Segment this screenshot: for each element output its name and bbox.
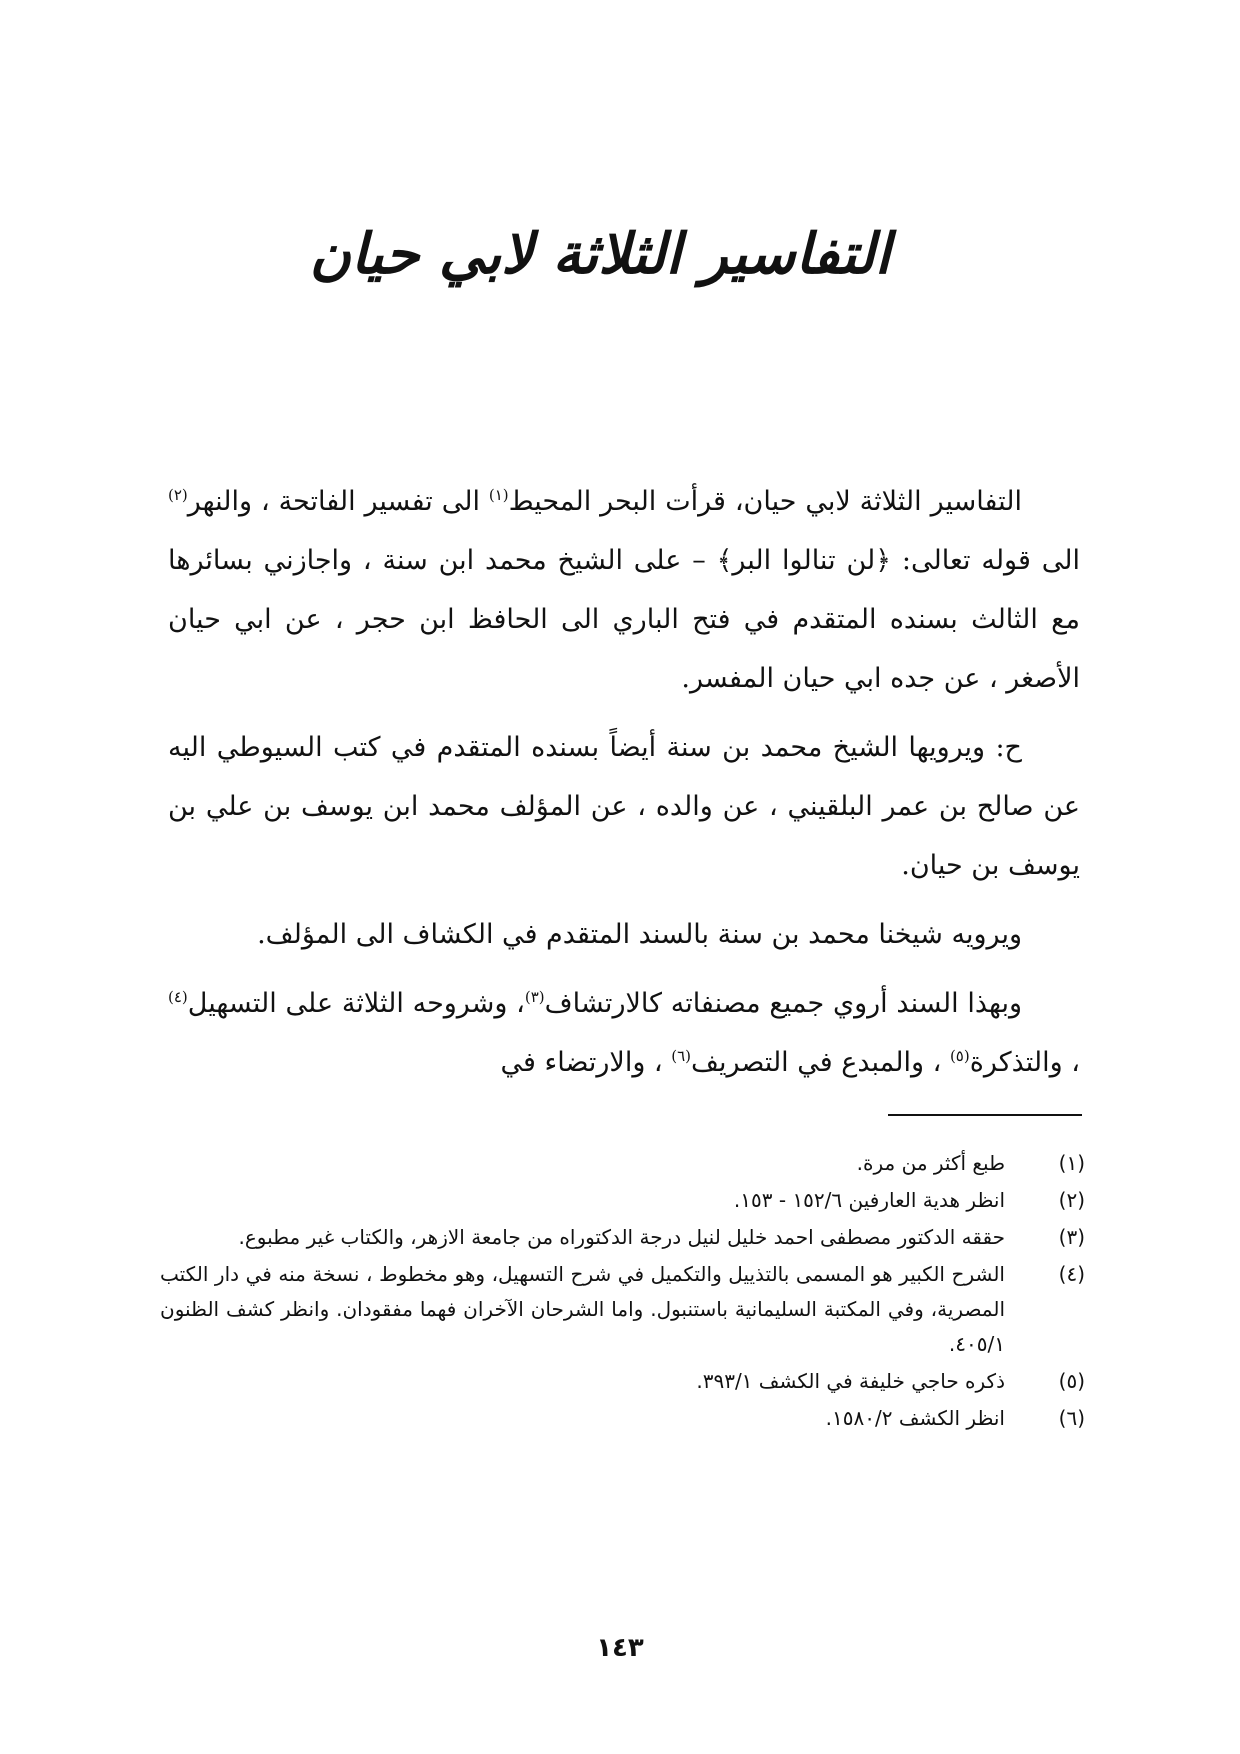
footnote — [160, 1146, 1085, 1181]
page-number: ١٤٣ — [596, 1633, 644, 1663]
paragraph-text: ، والمبدع في التصريف — [691, 1047, 950, 1078]
paragraph-text: الى قوله تعالى: ﴿لن تنالوا البر﴾ – على الشيخ محمد ابن سنة ، واجازني بسائرها مع الثالث بسنده المتقدم في فتح الباري الى الحافظ ابن حجر ، عن ابي حيان الأصغر ، عن جده ابي حيان المفسر. — [168, 545, 1080, 694]
footnote — [160, 1183, 1085, 1218]
footnote-ref: (٥) — [949, 1047, 970, 1065]
footnote-text: الشرح الكبير هو المسمى بالتذييل والتكميل في شرح التسهيل، وهو مخطوط ، نسخة منه في دار الكتب المصرية، وفي المكتبة السليمانية باستنبول. واما الشرحان الآخران فهما مفقودان. وانظر كشف الظنون ٤٠٥/١. — [160, 1262, 1005, 1356]
footnote-text: انظر الكشف ١٥٨٠/٢. — [825, 1406, 1005, 1430]
footnote-number: (٦) — [1058, 1406, 1085, 1430]
footnote-number: (٣) — [1058, 1225, 1085, 1249]
paragraph-text: وبهذا السند أروي جميع مصنفاته كالارتشاف — [544, 988, 1023, 1019]
main-text — [168, 472, 1080, 1102]
paragraph-text: ، والتذكرة — [969, 1047, 1080, 1078]
footnote-separator — [888, 1114, 1082, 1116]
footnote-ref: (٢) — [168, 486, 188, 504]
footnote-ref: (٣) — [524, 988, 545, 1006]
footnote-text: حققه الدكتور مصطفى احمد خليل لنيل درجة الدكتوراه من جامعة الازهر، والكتاب غير مطبوع. — [238, 1225, 1005, 1249]
chapter-title: التفاسير الثلاثة لابي حيان — [309, 222, 891, 287]
footnote-text: طبع أكثر من مرة. — [856, 1151, 1005, 1175]
footnote-ref: (٦) — [671, 1047, 692, 1065]
paragraph-text: التفاسير الثلاثة لابي حيان، قرأت البحر المحيط — [508, 486, 1022, 517]
footnote-number: (١) — [1058, 1151, 1085, 1175]
footnote-number: (٢) — [1058, 1188, 1085, 1212]
paragraph — [168, 905, 1080, 964]
footnote — [160, 1401, 1085, 1436]
paragraph-text: الى تفسير الفاتحة ، والنهر — [187, 486, 489, 517]
footnote — [160, 1364, 1085, 1399]
footnote-number: (٥) — [1058, 1369, 1085, 1393]
footnotes — [160, 1146, 1085, 1438]
footnote — [160, 1257, 1085, 1362]
paragraph-text: ، وشروحه الثلاثة على التسهيل — [187, 988, 525, 1019]
paragraph — [168, 472, 1080, 708]
paragraph — [168, 718, 1080, 895]
footnote-ref: (١) — [488, 486, 509, 504]
paragraph-text: ، والارتضاء في — [500, 1047, 672, 1078]
footnote-ref: (٤) — [168, 988, 188, 1006]
footnote — [160, 1220, 1085, 1255]
footnote-number: (٤) — [1058, 1262, 1085, 1286]
footnote-text: ذكره حاجي خليفة في الكشف ٣٩٣/١. — [696, 1369, 1005, 1393]
paragraph-text: ويرويه شيخنا محمد بن سنة بالسند المتقدم في الكشاف الى المؤلف. — [257, 919, 1022, 950]
footnote-text: انظر هدية العارفين ١٥٢/٦ - ١٥٣. — [733, 1188, 1005, 1212]
paragraph — [168, 974, 1080, 1092]
paragraph-text: ح: ويرويها الشيخ محمد بن سنة أيضاً بسنده المتقدم في كتب السيوطي اليه عن صالح بن عمر البلقيني ، عن والده ، عن المؤلف محمد ابن يوسف بن علي بن يوسف بن حيان. — [168, 732, 1080, 881]
